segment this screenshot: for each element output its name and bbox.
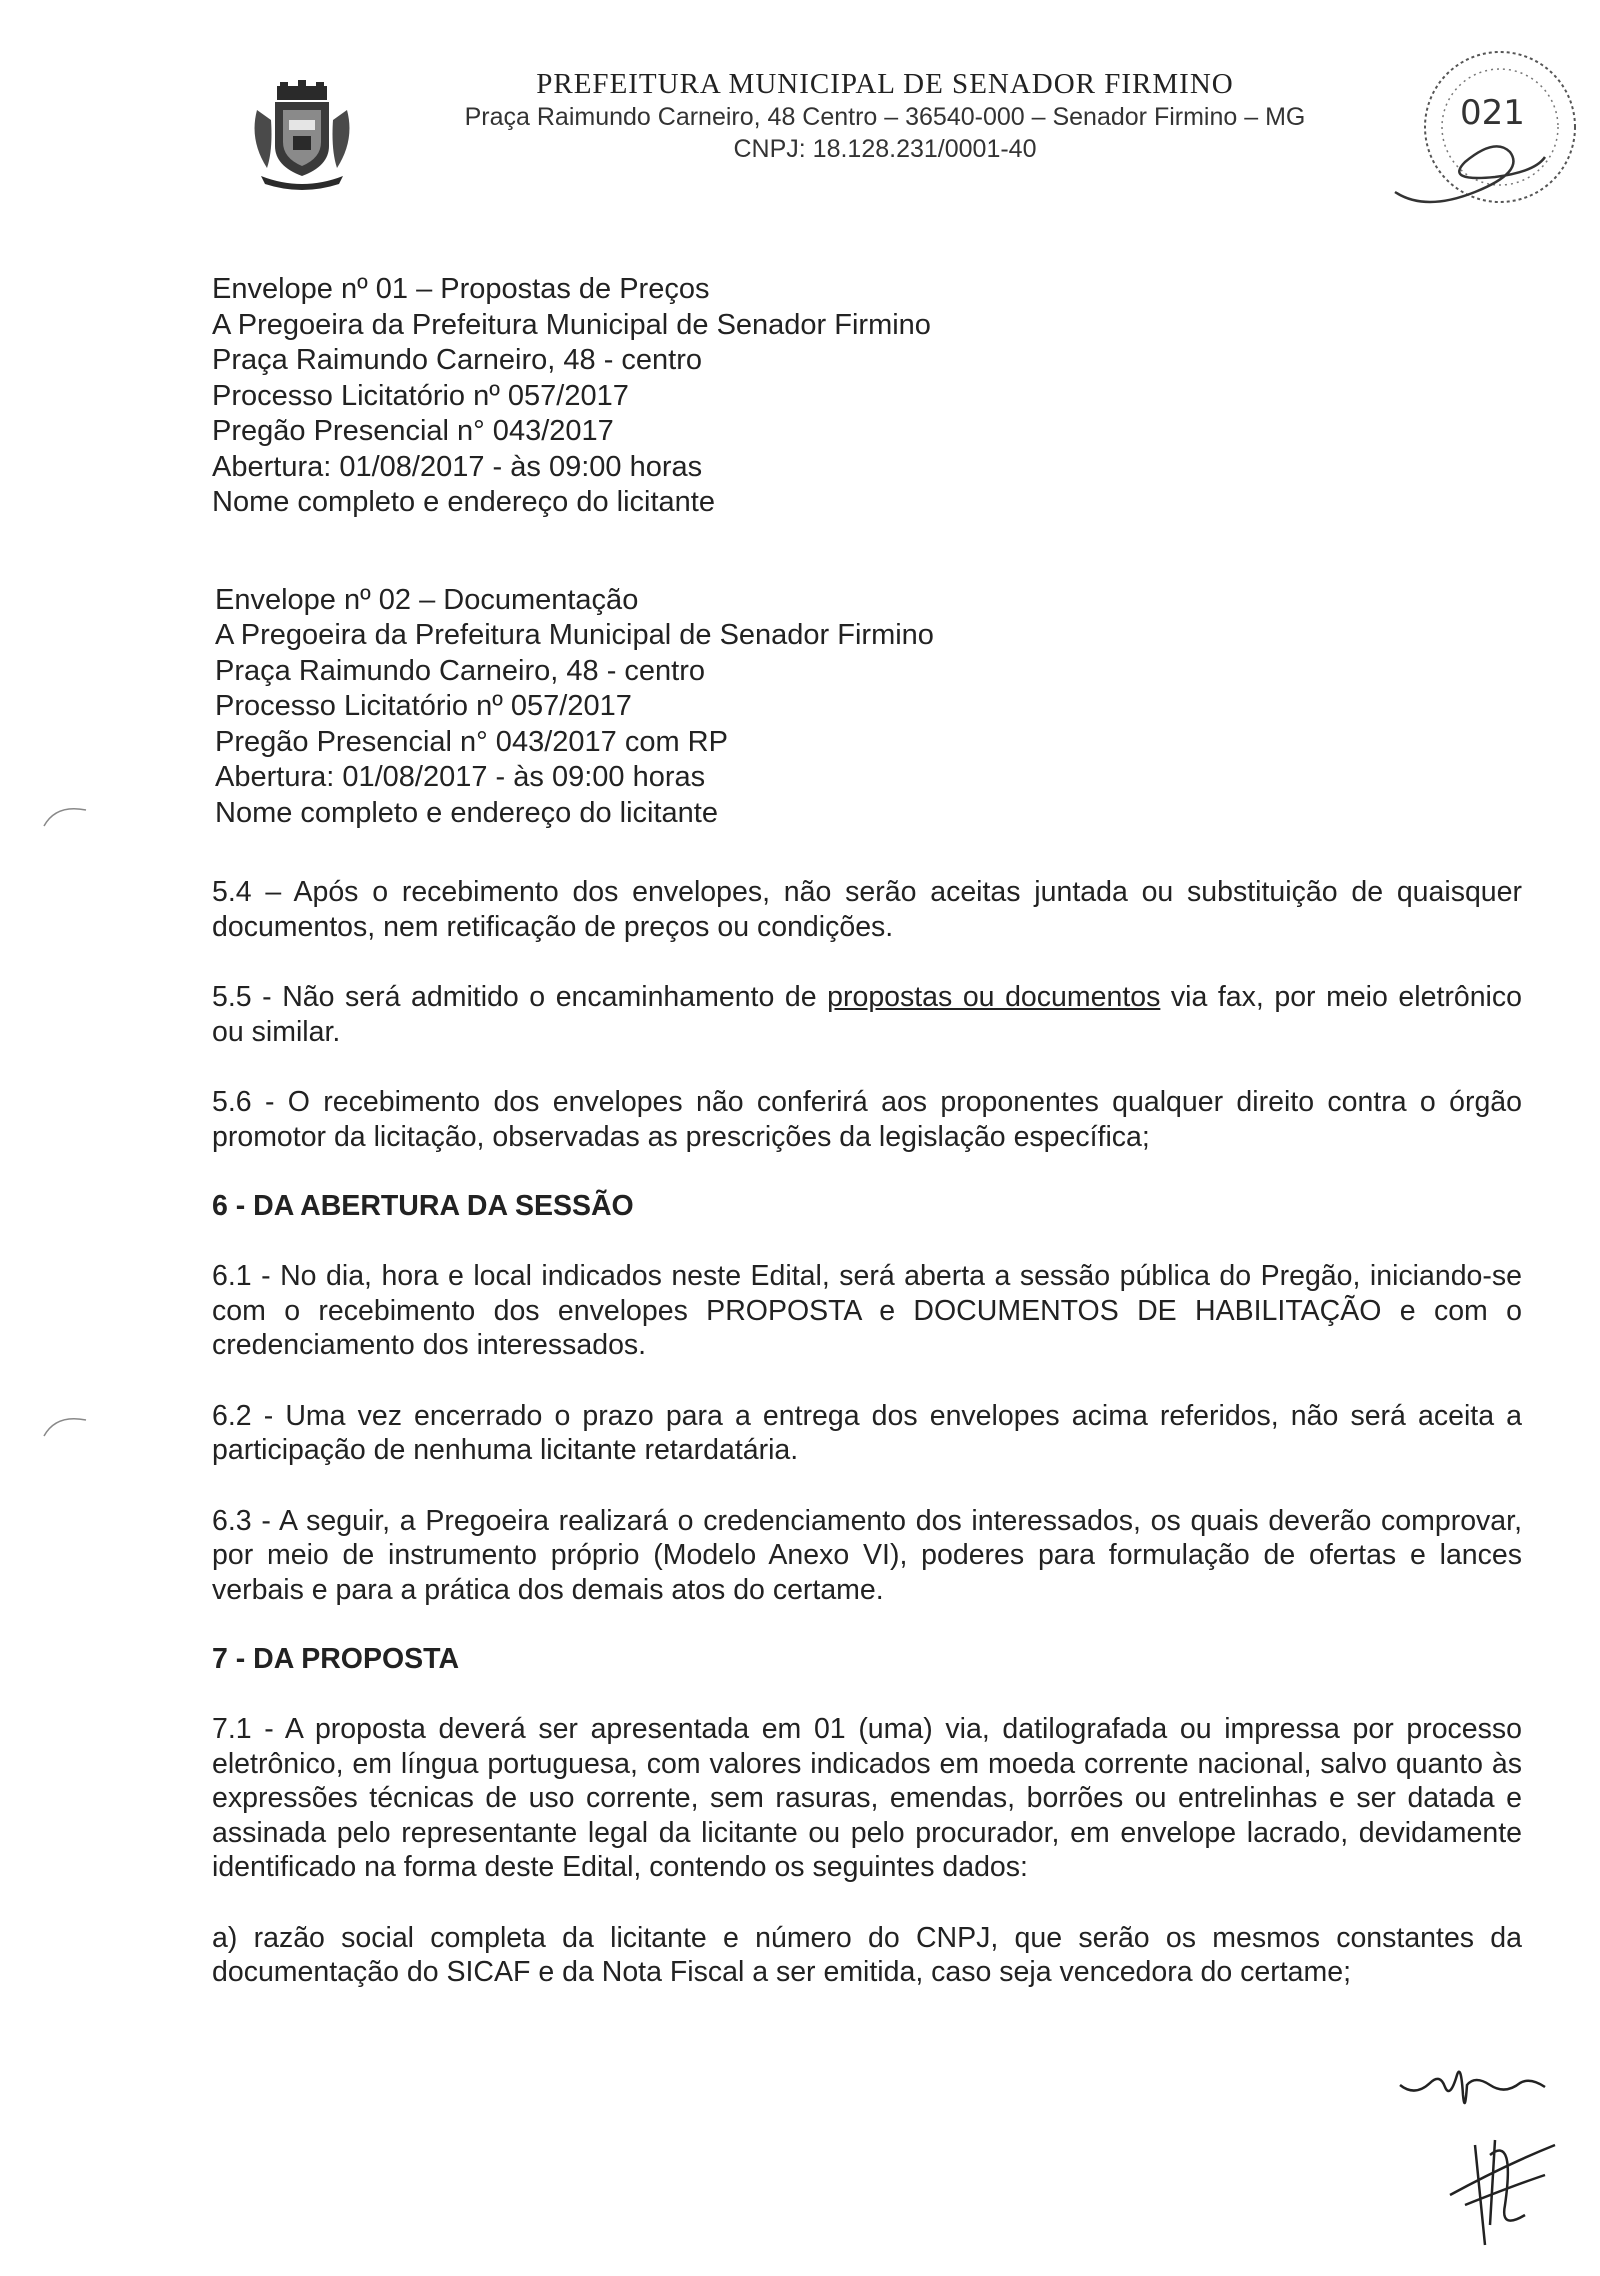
organization-cnpj: CNPJ: 18.128.231/0001-40 (733, 135, 1037, 163)
envelope-2-line: A Pregoeira da Prefeitura Municipal de Senador Firmino (215, 619, 934, 651)
envelope-2-line: Praça Raimundo Carneiro, 48 - centro (215, 654, 706, 687)
envelope-1-line: Nome completo e endereço do licitante (212, 486, 715, 518)
clause-5-5 (212, 980, 1522, 1049)
clause-6-1: 6.1 - No dia, hora e local indicados neste Edital, será aberta a sessão pública do Pregão, iniciando-se com o recebimento dos envelopes PROPOSTA e DOCUMENTOS DE HABILITAÇÃO e com o credenciamento dos interessados. (212, 1260, 1522, 1361)
envelope-1-line: Pregão Presencial n° 043/2017 (212, 415, 614, 447)
envelope-2-line: Abertura: 01/08/2017 - às 09:00 horas (215, 761, 706, 793)
organization-name: PREFEITURA MUNICIPAL DE SENADOR FIRMINO (536, 68, 1234, 100)
clause-6-2: 6.2 - Uma vez encerrado o prazo para a entrega dos envelopes acima referidos, não será aceita a participação de nenhuma licitante retardatária. (212, 1399, 1522, 1466)
envelope-1-line: A Pregoeira da Prefeitura Municipal de Senador Firmino (212, 308, 931, 341)
envelope-2-line: Envelope nº 02 – Documentação (215, 583, 639, 616)
scan-punch-mark-icon (42, 800, 92, 830)
envelope-2-line: Pregão Presencial n° 043/2017 com RP (215, 725, 728, 758)
clause-5-5-start: 5.5 - Não será admitido o encaminhamento de (212, 981, 828, 1013)
clause-7-1: 7.1 - A proposta deverá ser apresentada em 01 (uma) via, datilografada ou impressa por processo eletrônico, em língua portuguesa, com valores indicados em moeda corrente nacional, salvo quanto às expressões técnicas de uso corrente, sem rasuras, emendas, borrões ou entrelinhas e ser datada e assinada pelo representante legal da licitante ou pelo procurador, em envelope lacrado, devidamente identificado na forma deste Edital, contendo os seguintes dados: (212, 1713, 1522, 1883)
page-number-stamp (1385, 42, 1585, 222)
envelope-2-line: Processo Licitatório nº 057/2017 (215, 690, 632, 722)
envelope-1-line: Envelope nº 01 – Propostas de Preços (212, 273, 710, 305)
envelope-1-line: Abertura: 01/08/2017 - às 09:00 horas (212, 450, 703, 483)
envelope-1-line: Praça Raimundo Carneiro, 48 - centro (212, 344, 703, 376)
section-7-heading: 7 - DA PROPOSTA (212, 1643, 460, 1675)
clause-5-5-end: via fax, por meio eletrônico ou similar. (212, 981, 1522, 1048)
letterhead-text (385, 68, 1385, 165)
section-6-heading: 6 - DA ABERTURA DA SESSÃO (212, 1190, 634, 1222)
clause-6-3: 6.3 - A seguir, a Pregoeira realizará o credenciamento dos interessados, os quais deverão comprovar, por meio de instrumento próprio (Modelo Anexo VI), poderes para formulação de ofertas e lances verbais e para a prática dos demais atos do certame. (212, 1504, 1522, 1606)
envelope-1-line: Processo Licitatório nº 057/2017 (212, 379, 629, 412)
envelope-1-label (212, 272, 1522, 521)
envelope-2-label (215, 583, 1522, 832)
organization-address: Praça Raimundo Carneiro, 48 Centro – 36540-000 – Senador Firmino – MG (464, 103, 1306, 131)
envelope-2-line: Nome completo e endereço do licitante (215, 796, 718, 829)
clause-5-5-underlined: propostas ou documentos (827, 981, 1161, 1013)
municipal-crest-icon (247, 80, 357, 190)
clause-7-1-a: a) razão social completa da licitante e número do CNPJ, que serão os mesmos constantes da documentação do SICAF e da Nota Fiscal a ser emitida, caso seja vencedora do certame; (212, 1921, 1522, 1988)
document-body (212, 272, 1522, 1990)
stamp-page-number: 021 (1460, 93, 1525, 133)
clause-5-6: 5.6 - O recebimento dos envelopes não conferirá aos proponentes qualquer direito contra o órgão promotor da licitação, observadas as prescrições da legislação específica; (212, 1086, 1522, 1153)
scan-punch-mark-icon (42, 1410, 92, 1440)
clause-5-4: 5.4 – Após o recebimento dos envelopes, não serão aceitas juntada ou substituição de quaisquer documentos, nem retificação de preços ou condições. (212, 876, 1522, 943)
handwritten-initials-signature (1395, 2055, 1575, 2255)
